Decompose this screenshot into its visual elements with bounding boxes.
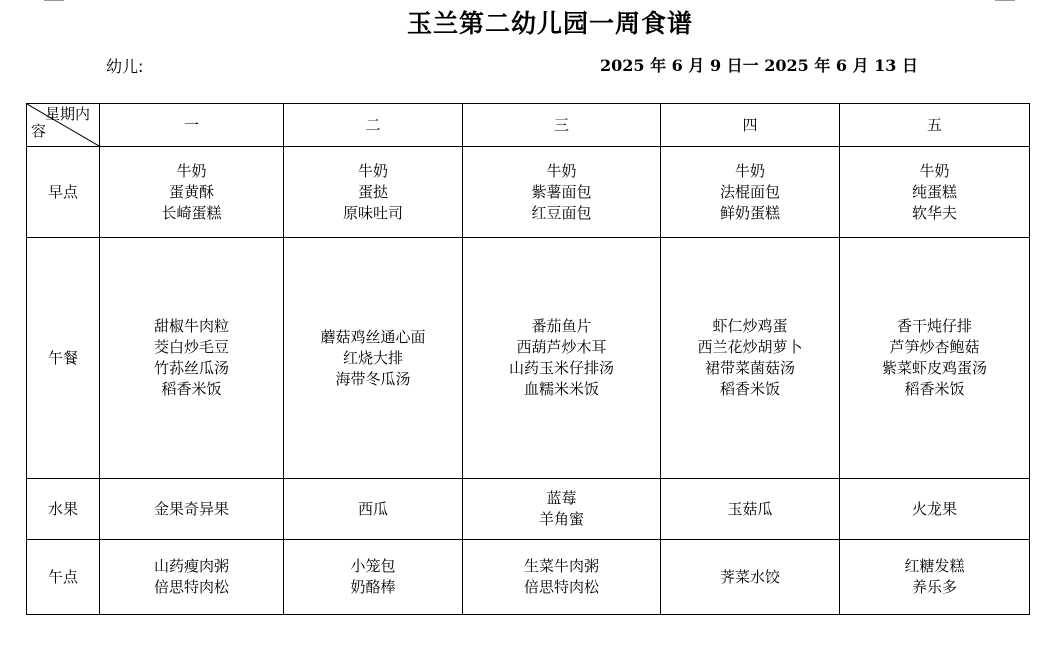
menu-item: 牛奶 — [546, 161, 577, 180]
menu-item: 西瓜 — [357, 499, 388, 518]
row-label-lunch: 午餐 — [27, 238, 100, 479]
snack-cell-thu — [661, 540, 840, 615]
menu-item: 红豆面包 — [531, 203, 592, 222]
breakfast-cell-mon — [100, 147, 284, 238]
menu-item: 蛋黄酥 — [168, 182, 214, 201]
menu-item: 甜椒牛肉粒 — [153, 317, 229, 335]
menu-item: 倍思特肉松 — [153, 578, 229, 596]
menu-item: 牛奶 — [176, 161, 207, 180]
fruit-cell-thu — [661, 479, 840, 540]
menu-item: 山药玉米仔排汤 — [508, 359, 614, 377]
menu-item: 血糯米米饭 — [523, 380, 599, 398]
menu-item: 生菜牛肉粥 — [523, 557, 599, 575]
fruit-cell-fri — [840, 479, 1030, 540]
corner-mark-left — [44, 0, 64, 1]
day-header-thu: 四 — [661, 104, 840, 147]
date-range: 2025 年 6 月 9 日一 2025 年 6 月 13 日 — [600, 56, 919, 75]
menu-item: 原味吐司 — [342, 203, 403, 222]
day-header-tue: 二 — [284, 104, 463, 147]
menu-item: 蛋挞 — [357, 182, 388, 201]
menu-item: 稻香米饭 — [719, 380, 780, 398]
menu-item: 紫薯面包 — [531, 182, 592, 201]
breakfast-cell-tue — [284, 147, 463, 238]
lunch-cell-tue — [284, 238, 463, 479]
menu-item: 芦笋炒杏鲍菇 — [889, 338, 980, 356]
fruit-cell-tue — [284, 479, 463, 540]
menu-item: 养乐多 — [911, 578, 957, 596]
row-label-breakfast: 早点 — [27, 147, 100, 238]
day-header-fri: 五 — [840, 104, 1030, 147]
breakfast-row — [27, 147, 1030, 238]
breakfast-cell-thu — [661, 147, 840, 238]
menu-item: 羊角蜜 — [538, 510, 584, 528]
menu-item: 牛奶 — [734, 161, 765, 180]
menu-item: 牛奶 — [357, 161, 388, 180]
menu-item: 稻香米饭 — [161, 380, 222, 398]
row-label-fruit: 水果 — [27, 479, 100, 540]
menu-item: 荠菜水饺 — [719, 567, 780, 586]
menu-item: 山药瘦肉粥 — [153, 557, 229, 575]
menu-item: 虾仁炒鸡蛋 — [712, 317, 788, 335]
menu-item: 法棍面包 — [719, 182, 780, 201]
menu-item: 竹荪丝瓜汤 — [153, 359, 229, 377]
fruit-cell-wed — [463, 479, 661, 540]
corner-label — [31, 106, 99, 140]
menu-item: 牛奶 — [919, 161, 950, 180]
menu-item: 纯蛋糕 — [911, 182, 957, 201]
menu-item: 蘑菇鸡丝通心面 — [320, 327, 426, 346]
menu-item: 玉菇瓜 — [727, 499, 773, 518]
menu-item: 软华夫 — [911, 203, 957, 222]
snack-cell-mon — [100, 540, 284, 615]
menu-item: 西兰花炒胡萝卜 — [697, 338, 803, 356]
header-row — [27, 104, 1030, 147]
page-title: 玉兰第二幼儿园一周食谱 — [406, 9, 693, 38]
menu-item: 稻香米饭 — [904, 380, 965, 398]
corner-label-content: 容 — [31, 122, 47, 140]
weekly-menu-table — [26, 103, 1030, 615]
menu-item: 紫菜虾皮鸡蛋汤 — [881, 359, 987, 377]
row-label-snack: 午点 — [27, 540, 100, 615]
corner-mark-right — [995, 0, 1015, 1]
corner-header-cell — [27, 104, 100, 147]
fruit-cell-mon — [100, 479, 284, 540]
breakfast-cell-fri — [840, 147, 1030, 238]
corner-label-weekday: 星期内 — [45, 105, 91, 123]
snack-cell-tue — [284, 540, 463, 615]
menu-item: 鲜奶蛋糕 — [719, 203, 780, 222]
menu-item: 番茄鱼片 — [531, 317, 592, 335]
lunch-row — [27, 238, 1030, 479]
snack-cell-fri — [840, 540, 1030, 615]
menu-item: 裙带菜菌菇汤 — [704, 359, 795, 377]
lunch-cell-wed — [463, 238, 661, 479]
day-header-mon: 一 — [100, 104, 284, 147]
menu-item: 红糖发糕 — [904, 557, 965, 575]
menu-item: 红烧大排 — [342, 348, 403, 367]
lunch-cell-thu — [661, 238, 840, 479]
snack-row — [27, 540, 1030, 615]
menu-item: 火龙果 — [911, 499, 957, 518]
menu-item: 香干炖仔排 — [896, 317, 972, 335]
menu-item: 茭白炒毛豆 — [153, 338, 229, 356]
lunch-cell-fri — [840, 238, 1030, 479]
menu-item: 长崎蛋糕 — [161, 203, 222, 222]
menu-item: 小笼包 — [350, 557, 396, 575]
menu-item: 倍思特肉松 — [523, 578, 599, 596]
menu-item: 金果奇异果 — [153, 499, 229, 518]
snack-cell-wed — [463, 540, 661, 615]
fruit-row — [27, 479, 1030, 540]
menu-item: 奶酪棒 — [350, 578, 396, 596]
kid-label: 幼儿: — [106, 57, 144, 76]
breakfast-cell-wed — [463, 147, 661, 238]
lunch-cell-mon — [100, 238, 284, 479]
day-header-wed: 三 — [463, 104, 661, 147]
menu-item: 西葫芦炒木耳 — [516, 338, 607, 356]
menu-item: 蓝莓 — [546, 489, 577, 507]
menu-item: 海带冬瓜汤 — [335, 369, 411, 388]
